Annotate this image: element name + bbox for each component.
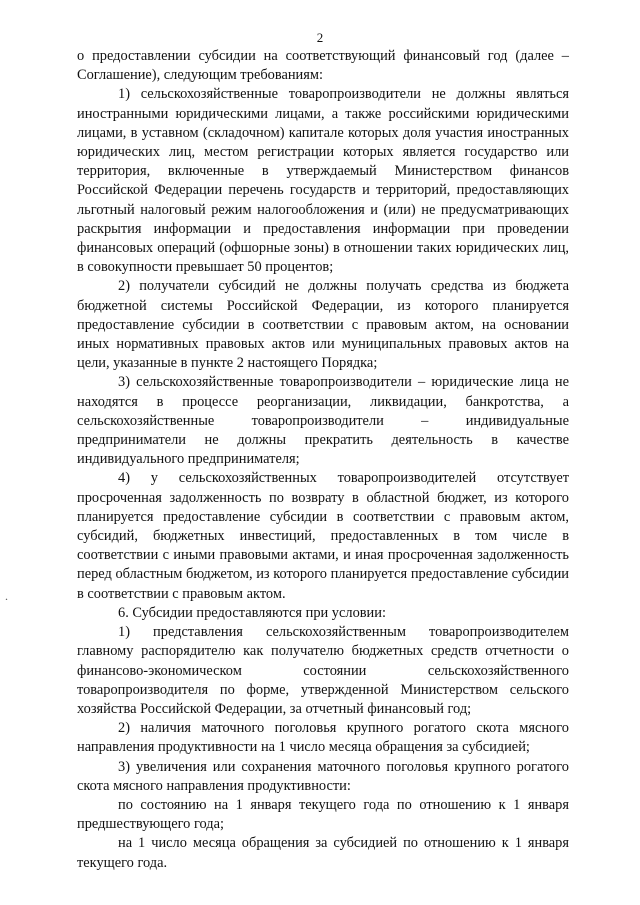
paragraph-requirement-3: 3) сельскохозяйственные товаропроизводители – юридические лица не находятся в процессе реорганизации, ликвидации, банкротства, а сельскохозяйственные товаропроизводители – индивидуальные предприниматели не должны прекратить деятельность в качестве индивидуального предпринимателя; [77,374,569,468]
document-body [77,47,569,873]
paragraph-condition-3: 3) увеличения или сохранения маточного поголовья крупного рогатого скота мясного направления продуктивности: [77,758,569,794]
page-number: 2 [316,30,324,45]
paragraph-condition-1: 1) представления сельскохозяйственным товаропроизводителем главному распорядителю как получателю бюджетных средств отчетности о финансово-экономическом состоянии сельскохозяйственного товаропроизводителя по форме, утвержденной Министерством сельского хозяйства Российской Федерации, за отчетный финансовый год; [77,624,569,717]
paragraph-requirement-2: 2) получатели субсидий не должны получать средства из бюджета бюджетной системы Российской Федерации, из которого планируется предоставление субсидии в соответствии с правовым актом, на основании иных нормативных правовых актов или муниципальных правовых актов на цели, указанные в пункте 2 настоящего Порядка; [77,278,569,372]
paragraph-requirement-1: 1) сельскохозяйственные товаропроизводители не должны являться иностранными юридическими лицами, а также российскими юридическими лицами, в уставном (складочном) капитале которых доля участия иностранных юридических лиц, местом регистрации которых является государство или территория, включенные в утверждаемый Министерством финансов Российской Федерации перечень государств и территорий, предоставляющих льготный налоговый режим налогообложения и (или) не предусматривающих раскрытия информации и предоставления информации при проведении финансовых операций (офшорные зоны) в отношении таких юридических лиц, в совокупности превышает 50 процентов; [77,86,569,276]
paragraph-section-6: 6. Субсидии предоставляются при условии: [118,604,386,621]
paragraph-condition-3-item-b: на 1 число месяца обращения за субсидией по отношению к 1 января текущего года. [77,835,569,871]
paragraph-condition-3-item-a: по состоянию на 1 января текущего года по отношению к 1 января предшествующего года; [77,796,569,833]
paragraph-condition-2: 2) наличия маточного поголовья крупного рогатого скота мясного направления продуктивности на 1 число месяца обращения за субсидией; [77,720,569,756]
paragraph-requirement-4: 4) у сельскохозяйственных товаропроизводителей отсутствует просроченная задолженность по возврату в областной бюджет, из которого планируется предоставление субсидии в соответствии с правовым актом, субсидий, бюджетных инвестиций, предоставленных в том числе в соответствии с иными правовыми актами, и иная просроченная задолженность перед областным бюджетом, из которого планируется предоставление субсидии в соответствии с правовым актом. [77,470,569,602]
paragraph-intro-continuation: о предоставлении субсидии на соответствующий финансовый год (далее – Соглашение), следующим требованиям: [77,48,569,84]
margin-mark: . [5,589,8,603]
